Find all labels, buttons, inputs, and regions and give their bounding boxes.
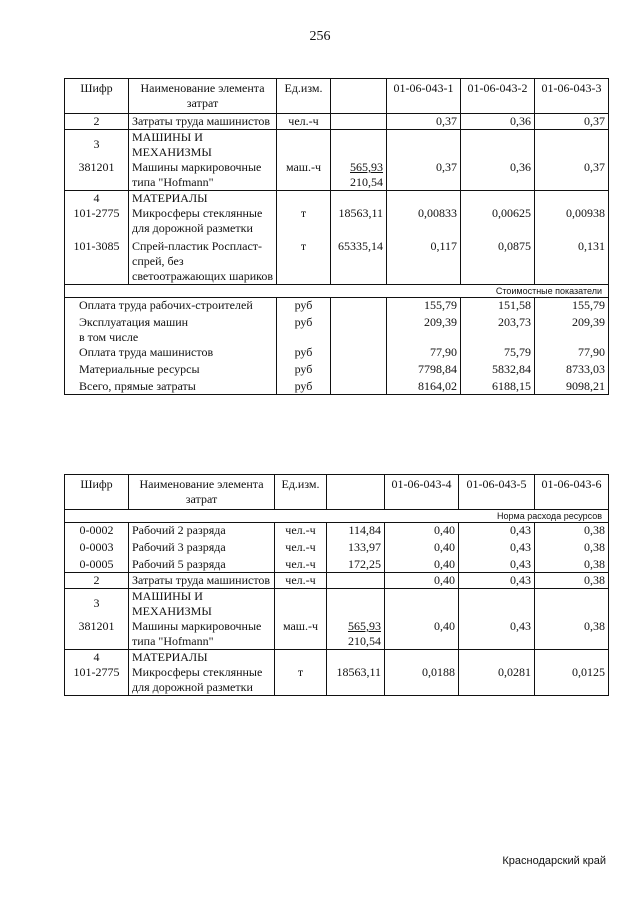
cost-unit: руб (277, 313, 331, 330)
row-name: Рабочий 3 разряда (129, 538, 275, 555)
cost-value: 9098,21 (535, 377, 609, 395)
cost-name: в том числе (65, 330, 277, 345)
row-name: Спрей-пластик Роспласт-спрей, без светоотражающих шариков (129, 236, 277, 285)
row-code: 3 (65, 130, 129, 161)
cost-row (65, 313, 609, 330)
cost-name: Всего, прямые затраты (65, 377, 277, 395)
row-value: 0,43 (459, 523, 535, 539)
section-title: МАТЕРИАЛЫ (129, 191, 277, 207)
row-code: 4 (65, 191, 129, 207)
row-value: 0,43 (459, 555, 535, 573)
row-value: 0,40 (385, 523, 459, 539)
row-value: 0,37 (387, 114, 461, 130)
resource-table-2 (64, 474, 609, 696)
header-col: 01-06-043-3 (535, 79, 609, 114)
row-unit: маш.-ч (275, 619, 327, 650)
row-value: 0,0125 (535, 665, 609, 696)
price-bottom: 210,54 (350, 175, 383, 189)
header-unit: Ед.изм. (275, 475, 327, 510)
row-price (331, 114, 387, 130)
row-price: 65335,14 (331, 236, 387, 285)
header-name: Наименование элемента затрат (129, 79, 277, 114)
band-label: Стоимостные показатели (65, 285, 609, 298)
row-code: 0-0003 (65, 538, 129, 555)
row-unit: чел.-ч (277, 114, 331, 130)
table-row (65, 160, 609, 191)
row-code: 3 (65, 589, 129, 620)
row-value: 0,40 (385, 538, 459, 555)
row-code: 381201 (65, 619, 129, 650)
row-unit: чел.-ч (275, 523, 327, 539)
cost-name: Оплата труда рабочих-строителей (65, 298, 277, 314)
row-name: Микросферы стеклянные для дорожной разметки (129, 665, 275, 696)
cost-value: 155,79 (387, 298, 461, 314)
row-value: 0,38 (535, 619, 609, 650)
row-name: Рабочий 2 разряда (129, 523, 275, 539)
row-value: 0,40 (385, 619, 459, 650)
table-row (65, 523, 609, 539)
cost-name: Материальные ресурсы (65, 360, 277, 377)
footer-region: Краснодарский край (502, 855, 606, 867)
table-header (65, 79, 609, 114)
cost-value: 209,39 (535, 313, 609, 330)
cost-value: 6188,15 (461, 377, 535, 395)
row-value: 0,0875 (461, 236, 535, 285)
table-header (65, 475, 609, 510)
row-code: 101-2775 (65, 665, 129, 696)
section-title: МАШИНЫ И МЕХАНИЗМЫ (129, 589, 275, 620)
table-row (65, 665, 609, 696)
row-name: Микросферы стеклянные для дорожной разметки (129, 206, 277, 236)
row-unit: маш.-ч (277, 160, 331, 191)
row-value: 0,38 (535, 523, 609, 539)
row-unit: чел.-ч (275, 555, 327, 573)
row-value: 0,00833 (387, 206, 461, 236)
band-label: Норма расхода ресурсов (65, 510, 609, 523)
header-col: 01-06-043-2 (461, 79, 535, 114)
table-row (65, 114, 609, 130)
table-row (65, 589, 609, 620)
header-col: 01-06-043-1 (387, 79, 461, 114)
row-code: 101-3085 (65, 236, 129, 285)
row-value: 0,38 (535, 538, 609, 555)
row-code: 4 (65, 650, 129, 666)
row-value: 0,38 (535, 555, 609, 573)
row-unit: т (277, 206, 331, 236)
cost-value: 77,90 (387, 345, 461, 360)
cost-value: 151,58 (461, 298, 535, 314)
section-band (65, 510, 609, 523)
table-row (65, 130, 609, 161)
section-title: МАШИНЫ И МЕХАНИЗМЫ (129, 130, 277, 161)
cost-unit: руб (277, 298, 331, 314)
table-row (65, 538, 609, 555)
row-code: 101-2775 (65, 206, 129, 236)
row-value: 0,37 (387, 160, 461, 191)
section-band (65, 285, 609, 298)
header-col: 01-06-043-4 (385, 475, 459, 510)
row-value: 0,131 (535, 236, 609, 285)
row-value: 0,00625 (461, 206, 535, 236)
cost-value: 7798,84 (387, 360, 461, 377)
cost-unit: руб (277, 360, 331, 377)
cost-row (65, 377, 609, 395)
row-price: 133,97 (327, 538, 385, 555)
row-value: 0,43 (459, 573, 535, 589)
row-unit: чел.-ч (275, 538, 327, 555)
price-bottom: 210,54 (348, 634, 381, 648)
row-value: 0,0188 (385, 665, 459, 696)
row-price: 18563,11 (331, 206, 387, 236)
table-row (65, 206, 609, 236)
table-row (65, 191, 609, 207)
row-price: 172,25 (327, 555, 385, 573)
table-row (65, 573, 609, 589)
page-number: 256 (309, 29, 331, 44)
header-unit: Ед.изм. (277, 79, 331, 114)
row-code: 2 (65, 573, 129, 589)
header-price (327, 475, 385, 510)
cost-name: Эксплуатация машин (65, 313, 277, 330)
cost-value: 77,90 (535, 345, 609, 360)
cost-value: 209,39 (387, 313, 461, 330)
row-value: 0,117 (387, 236, 461, 285)
row-unit: т (275, 665, 327, 696)
row-name: Машины маркировочные типа "Hofmann" (129, 160, 277, 191)
cost-row (65, 345, 609, 360)
row-value: 0,36 (461, 114, 535, 130)
row-code: 0-0002 (65, 523, 129, 539)
row-name: Затраты труда машинистов (129, 573, 275, 589)
row-value: 0,40 (385, 573, 459, 589)
row-value: 0,37 (535, 114, 609, 130)
row-value: 0,37 (535, 160, 609, 191)
row-value: 0,43 (459, 619, 535, 650)
row-name: Машины маркировочные типа "Hofmann" (129, 619, 275, 650)
row-name: Рабочий 5 разряда (129, 555, 275, 573)
row-price: 114,84 (327, 523, 385, 539)
row-value: 0,40 (385, 555, 459, 573)
row-price (327, 573, 385, 589)
row-code: 2 (65, 114, 129, 130)
row-name: Затраты труда машинистов (129, 114, 277, 130)
row-price: 18563,11 (327, 665, 385, 696)
resource-table-1 (64, 78, 609, 395)
row-value: 0,43 (459, 538, 535, 555)
header-col: 01-06-043-5 (459, 475, 535, 510)
table-row (65, 619, 609, 650)
cost-value: 75,79 (461, 345, 535, 360)
header-price (331, 79, 387, 114)
row-value: 0,36 (461, 160, 535, 191)
row-code: 381201 (65, 160, 129, 191)
row-value: 0,0281 (459, 665, 535, 696)
cost-value: 203,73 (461, 313, 535, 330)
row-unit: т (277, 236, 331, 285)
header-code: Шифр (65, 475, 129, 510)
table-row (65, 555, 609, 573)
row-value: 0,38 (535, 573, 609, 589)
row-price (327, 619, 385, 650)
cost-unit: руб (277, 345, 331, 360)
header-code: Шифр (65, 79, 129, 114)
row-code: 0-0005 (65, 555, 129, 573)
cost-value: 8733,03 (535, 360, 609, 377)
header-name: Наименование элемента затрат (129, 475, 275, 510)
row-value: 0,00938 (535, 206, 609, 236)
cost-unit: руб (277, 377, 331, 395)
cost-value: 8164,02 (387, 377, 461, 395)
cost-row (65, 360, 609, 377)
row-unit: чел.-ч (275, 573, 327, 589)
row-price (331, 160, 387, 191)
cost-row (65, 330, 609, 345)
cost-name: Оплата труда машинистов (65, 345, 277, 360)
cost-value: 155,79 (535, 298, 609, 314)
header-col: 01-06-043-6 (535, 475, 609, 510)
cost-row (65, 298, 609, 314)
table-row (65, 650, 609, 666)
table-row (65, 236, 609, 285)
price-top: 565,93 (348, 619, 381, 633)
price-top: 565,93 (350, 160, 383, 174)
cost-value: 5832,84 (461, 360, 535, 377)
section-title: МАТЕРИАЛЫ (129, 650, 275, 666)
